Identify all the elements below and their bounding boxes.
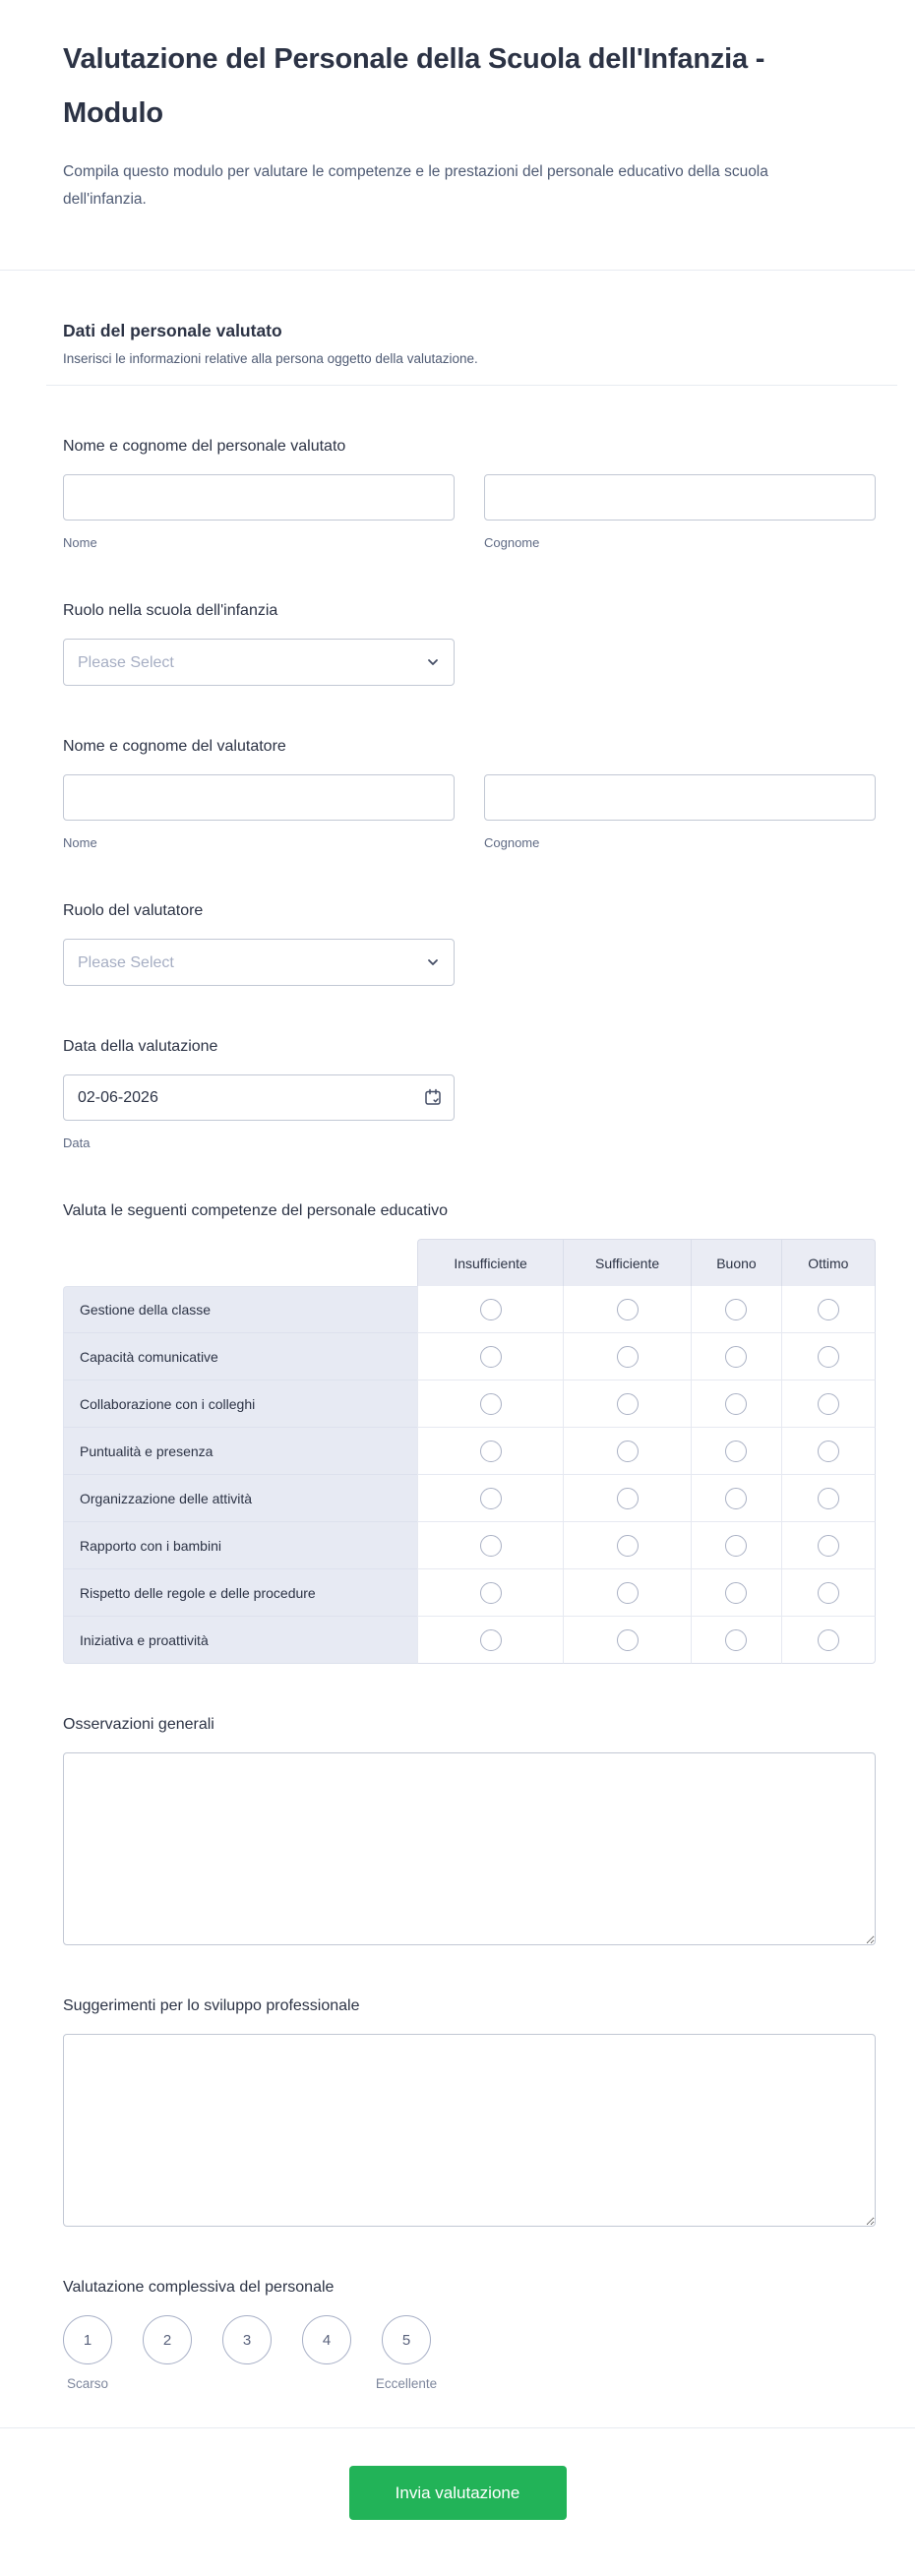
matrix-row-label: Gestione della classe [63, 1286, 417, 1333]
matrix-radio[interactable] [617, 1488, 639, 1509]
matrix-cell [781, 1617, 876, 1664]
matrix-radio[interactable] [617, 1346, 639, 1368]
matrix-radio[interactable] [818, 1346, 839, 1368]
general-observations-textarea[interactable] [63, 1752, 876, 1945]
matrix-radio[interactable] [818, 1488, 839, 1509]
matrix-corner-cell [63, 1239, 417, 1286]
date-sublabel: Data [63, 1135, 91, 1150]
matrix-radio[interactable] [617, 1535, 639, 1557]
matrix-radio[interactable] [818, 1441, 839, 1462]
calendar-icon[interactable] [422, 1086, 444, 1113]
matrix-radio[interactable] [818, 1535, 839, 1557]
matrix-radio[interactable] [725, 1535, 747, 1557]
matrix-cell [417, 1286, 563, 1333]
rating-scale [63, 2315, 876, 2364]
rating-option-5[interactable]: 5 [382, 2315, 431, 2364]
role-evaluator-select-wrap [63, 939, 455, 986]
rating-option-4[interactable]: 4 [302, 2315, 351, 2364]
evaluated-last-name-input[interactable] [484, 474, 876, 521]
matrix-column-header: Insufficiente [417, 1239, 563, 1286]
evaluated-first-name-input[interactable] [63, 474, 455, 521]
matrix-radio[interactable] [725, 1629, 747, 1651]
matrix-row-label: Organizzazione delle attività [63, 1475, 417, 1522]
matrix-cell [781, 1522, 876, 1569]
matrix-radio[interactable] [725, 1441, 747, 1462]
section-header [0, 271, 915, 386]
matrix-cell [417, 1333, 563, 1380]
matrix-cell [691, 1286, 780, 1333]
matrix-cell [563, 1428, 691, 1475]
matrix-radio[interactable] [617, 1629, 639, 1651]
matrix-radio[interactable] [480, 1393, 502, 1415]
last-name-sublabel: Cognome [484, 535, 540, 550]
matrix-column-header: Sufficiente [563, 1239, 691, 1286]
matrix-radio[interactable] [818, 1393, 839, 1415]
matrix-header-row [63, 1239, 876, 1286]
matrix-cell [563, 1286, 691, 1333]
matrix-radio[interactable] [725, 1299, 747, 1320]
question-role-evaluator [63, 899, 876, 986]
table-row [63, 1380, 876, 1428]
development-suggestions-textarea[interactable] [63, 2034, 876, 2227]
matrix-cell [563, 1522, 691, 1569]
role-school-select[interactable] [63, 639, 455, 686]
matrix-cell [417, 1617, 563, 1664]
table-row [63, 1286, 876, 1333]
matrix-cell [691, 1475, 780, 1522]
competency-matrix-table [63, 1239, 876, 1664]
last-name-sublabel: Cognome [484, 835, 540, 850]
matrix-cell [781, 1333, 876, 1380]
table-row [63, 1475, 876, 1522]
matrix-radio[interactable] [725, 1582, 747, 1604]
matrix-cell [417, 1475, 563, 1522]
form-footer [0, 2428, 915, 2572]
matrix-column-header: Ottimo [781, 1239, 876, 1286]
rating-option-2[interactable]: 2 [143, 2315, 192, 2364]
rating-option-3[interactable]: 3 [222, 2315, 272, 2364]
question-overall-rating [63, 2276, 876, 2392]
matrix-cell [691, 1569, 780, 1617]
matrix-radio[interactable] [725, 1393, 747, 1415]
rating-scale-labels [63, 2376, 876, 2392]
matrix-radio[interactable] [480, 1299, 502, 1320]
question-competency-matrix [63, 1199, 876, 1664]
table-row [63, 1617, 876, 1664]
section-description: Inserisci le informazioni relative alla persona oggetto della valutazione. [63, 351, 478, 366]
evaluator-last-name-input[interactable] [484, 774, 876, 821]
matrix-radio[interactable] [818, 1299, 839, 1320]
matrix-radio[interactable] [818, 1629, 839, 1651]
matrix-cell [563, 1380, 691, 1428]
matrix-row-label: Iniziativa e proattività [63, 1617, 417, 1664]
matrix-radio[interactable] [617, 1441, 639, 1462]
section-divider [46, 385, 897, 386]
matrix-row-label: Puntualità e presenza [63, 1428, 417, 1475]
matrix-cell [691, 1380, 780, 1428]
matrix-radio[interactable] [480, 1629, 502, 1651]
matrix-cell [781, 1286, 876, 1333]
form-title: Valutazione del Personale della Scuola dell'Infanzia - Modulo [63, 43, 765, 129]
rating-min-label: Scarso [66, 2376, 109, 2391]
question-label: Suggerimenti per lo sviluppo professionale [63, 1997, 360, 2014]
matrix-cell [563, 1617, 691, 1664]
matrix-cell [691, 1333, 780, 1380]
matrix-radio[interactable] [617, 1582, 639, 1604]
question-label: Ruolo nella scuola dell'infanzia [63, 602, 278, 619]
matrix-cell [781, 1569, 876, 1617]
matrix-row-label: Collaborazione con i colleghi [63, 1380, 417, 1428]
first-name-sublabel: Nome [63, 535, 97, 550]
matrix-cell [563, 1333, 691, 1380]
matrix-row-label: Rispetto delle regole e delle procedure [63, 1569, 417, 1617]
question-fullname-evaluator [63, 735, 876, 850]
matrix-radio[interactable] [725, 1346, 747, 1368]
question-evaluation-date [63, 1035, 876, 1150]
question-label: Data della valutazione [63, 1038, 218, 1055]
last-name-group [484, 474, 876, 550]
matrix-radio[interactable] [480, 1488, 502, 1509]
role-school-select-wrap [63, 639, 455, 686]
question-label: Nome e cognome del personale valutato [63, 438, 346, 455]
question-label: Nome e cognome del valutatore [63, 738, 286, 755]
evaluation-date-input[interactable] [63, 1074, 455, 1121]
matrix-row-label: Capacità comunicative [63, 1333, 417, 1380]
name-fields-row [63, 774, 876, 850]
date-field-wrap [63, 1074, 455, 1121]
rating-max-label: Eccellente [375, 2376, 438, 2391]
section-title: Dati del personale valutato [63, 321, 282, 340]
matrix-cell [563, 1569, 691, 1617]
matrix-radio[interactable] [617, 1299, 639, 1320]
submit-button[interactable]: Invia valutazione [349, 2466, 567, 2520]
matrix-cell [781, 1475, 876, 1522]
table-row [63, 1522, 876, 1569]
matrix-radio[interactable] [818, 1582, 839, 1604]
table-row [63, 1428, 876, 1475]
matrix-radio[interactable] [480, 1582, 502, 1604]
form-header [0, 0, 915, 214]
question-label: Osservazioni generali [63, 1716, 214, 1733]
matrix-radio[interactable] [725, 1488, 747, 1509]
matrix-cell [563, 1475, 691, 1522]
first-name-group [63, 774, 455, 850]
matrix-radio[interactable] [617, 1393, 639, 1415]
question-role-school [63, 599, 876, 686]
table-row [63, 1333, 876, 1380]
matrix-column-header: Buono [691, 1239, 780, 1286]
matrix-cell [781, 1428, 876, 1475]
matrix-cell [691, 1617, 780, 1664]
matrix-row-label: Rapporto con i bambini [63, 1522, 417, 1569]
question-label: Valuta le seguenti competenze del personale educativo [63, 1202, 449, 1219]
question-label: Ruolo del valutatore [63, 902, 204, 919]
matrix-radio[interactable] [480, 1535, 502, 1557]
matrix-radio[interactable] [480, 1346, 502, 1368]
first-name-sublabel: Nome [63, 835, 97, 850]
matrix-radio[interactable] [480, 1441, 502, 1462]
question-development-suggestions [63, 1994, 876, 2227]
role-evaluator-select[interactable] [63, 939, 455, 986]
matrix-cell [417, 1569, 563, 1617]
matrix-cell [691, 1428, 780, 1475]
matrix-cell [417, 1428, 563, 1475]
question-general-observations [63, 1713, 876, 1945]
question-label: Valutazione complessiva del personale [63, 2279, 335, 2296]
matrix-cell [417, 1522, 563, 1569]
matrix-cell [781, 1380, 876, 1428]
first-name-group [63, 474, 455, 550]
form-body [0, 435, 915, 2392]
matrix-cell [417, 1380, 563, 1428]
form-subtitle: Compila questo modulo per valutare le competenze e le prestazioni del personale educativo della scuola dell'infanzia. [63, 163, 768, 208]
last-name-group [484, 774, 876, 850]
matrix-cell [691, 1522, 780, 1569]
rating-option-1[interactable]: 1 [63, 2315, 112, 2364]
table-row [63, 1569, 876, 1617]
evaluator-first-name-input[interactable] [63, 774, 455, 821]
name-fields-row [63, 474, 876, 550]
question-fullname-evaluated [63, 435, 876, 550]
